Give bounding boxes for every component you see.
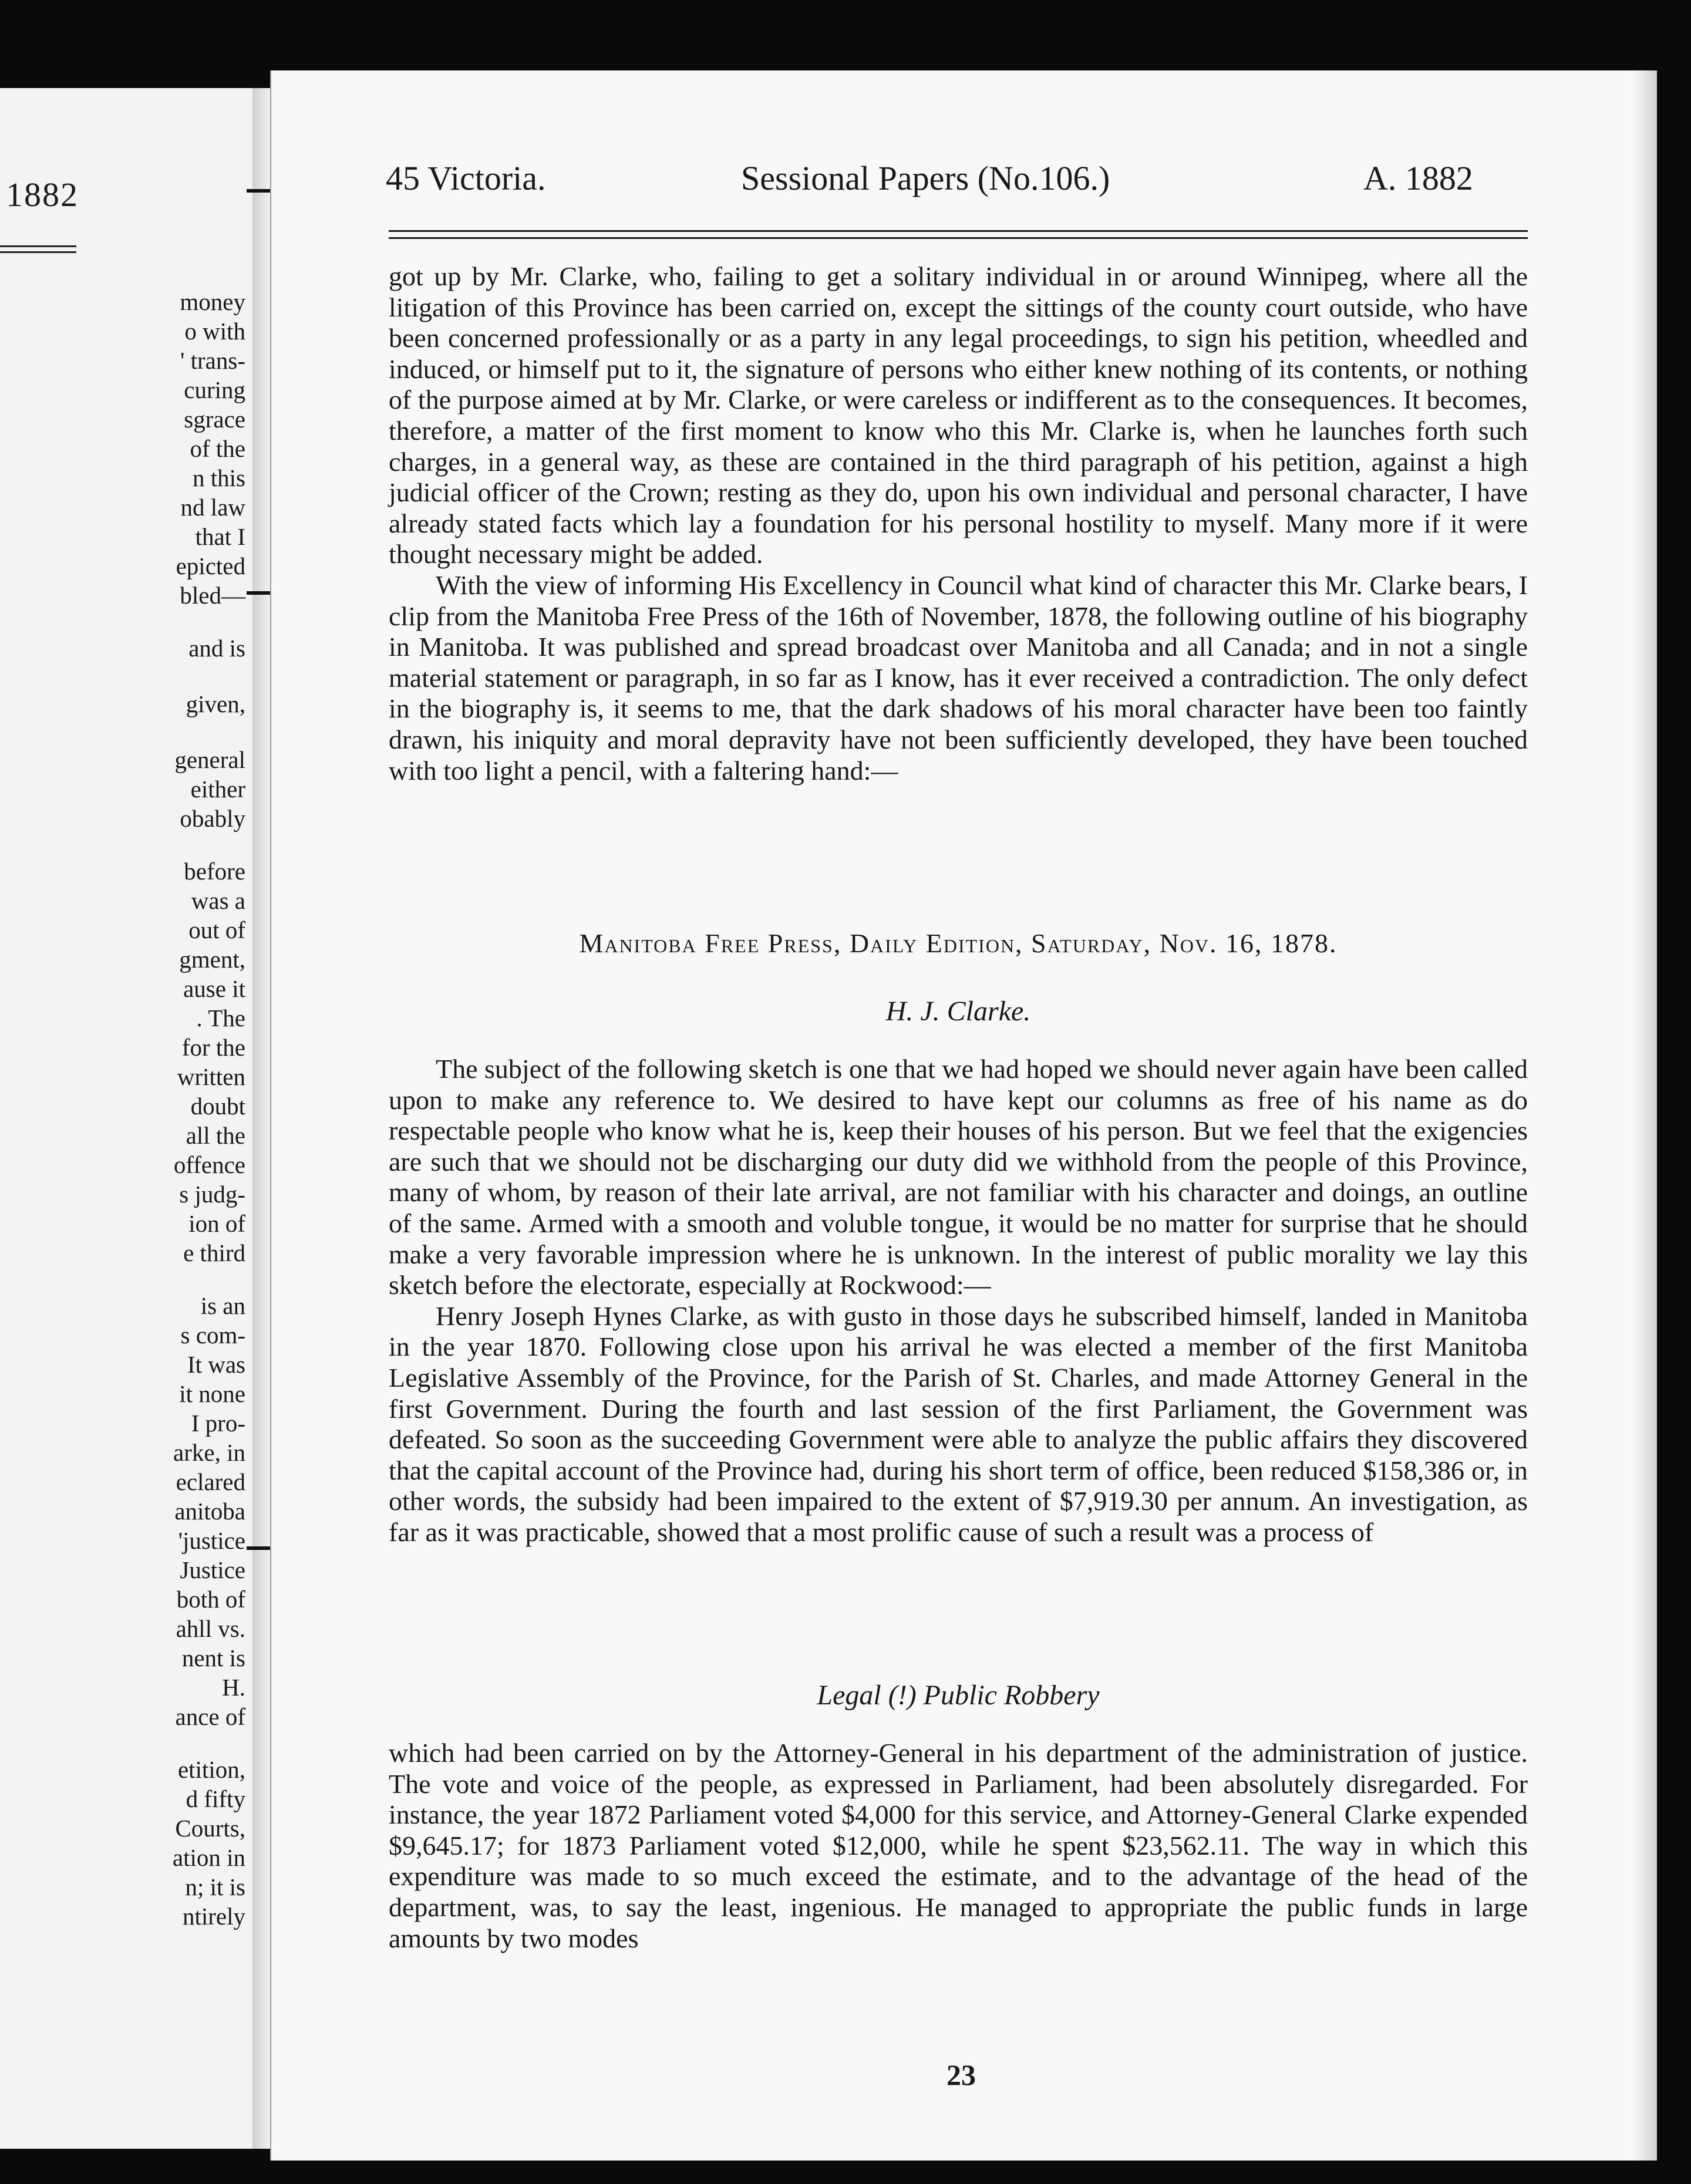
header-rule [389, 230, 1528, 232]
left-page-line: ' trans- [180, 347, 245, 374]
margin-tick-mark [247, 189, 270, 193]
left-page-rule [0, 245, 76, 247]
header-year: A. 1882 [1363, 159, 1473, 197]
left-page-line: arke, in [173, 1439, 245, 1466]
paragraph: With the view of informing His Excellency in Council what kind of character this Mr. Clarke bears, I clip from the Manitoba Free Press of the 16th of November, 1878, the following outline of his biography in Manitoba. It was published and spread broadcast over Manitoba and all Canada; and in not a single material statement or paragraph, in so far as I know, has it ever received a contradiction. The only defect in the biography is, it seems to me, that the dark shadows of his moral character have been too faintly drawn, his iniquity and moral depravity have not been sufficiently developed, they have been touched with too light a pencil, with a faltering hand:— [389, 569, 1528, 786]
left-page-line: etition, [177, 1756, 245, 1783]
left-page-line: written [177, 1063, 245, 1090]
left-page-line: curing [184, 376, 245, 403]
left-page-line: all the [186, 1122, 245, 1149]
page-edge-shadow [1633, 70, 1657, 2161]
subject-heading: H. J. Clarke. [885, 996, 1031, 1027]
left-page-fragment [0, 88, 254, 2149]
left-page-line: n; it is [185, 1873, 245, 1900]
left-page-line: that I [195, 523, 245, 550]
left-page-line: ation in [172, 1844, 245, 1871]
left-page-line: obably [180, 805, 245, 832]
left-page-line: ntirely [182, 1903, 245, 1930]
left-page-line: It was [187, 1351, 245, 1378]
left-page-line: s com- [180, 1322, 245, 1349]
left-page-line: and is [188, 635, 245, 662]
left-page-line: ahll vs. [176, 1615, 245, 1642]
left-page-line: either [190, 776, 245, 803]
left-page-line: gment, [179, 946, 245, 973]
article-text [389, 1054, 1528, 1548]
header-title: Sessional Papers (No.106.) [741, 159, 1110, 197]
left-page-line: d fifty [186, 1785, 245, 1812]
left-page-line: nd law [180, 494, 245, 521]
paragraph: The subject of the following sketch is one that we had hoped we should never again have been called upon to make any reference to. We desired to have kept our columns as free of his name as do respectable people who know what he is, keep their houses of his person. But we feel that the exigencies are such that we should not be discharging our duty did we withhold from the people of this Province, many of whom, by reason of their late arrival, are not familiar with his character and doings, an outline of the same. Armed with a smooth and voluble tongue, it would be no matter for surprise that he should make a very favorable impression where he is unknown. In the interest of public morality we lay this sketch before the electorate, especially at Rockwood:— [389, 1054, 1528, 1300]
article-text-continued [389, 1738, 1528, 1954]
left-page-line: epicted [176, 552, 245, 579]
left-page-line: I pro- [191, 1410, 245, 1437]
left-page-line: for the [181, 1034, 245, 1061]
left-page-rule [0, 251, 76, 253]
left-page-line: Courts, [175, 1815, 245, 1842]
left-page-line: ause it [183, 975, 245, 1002]
left-page-line: anitoba [174, 1498, 245, 1525]
left-page-line: Justice [180, 1556, 245, 1583]
book-gutter [252, 88, 270, 2149]
left-page-line: bled— [180, 582, 245, 609]
left-page-line: ion of [188, 1210, 245, 1237]
left-page-line: eclared [176, 1468, 245, 1495]
page-number: 23 [946, 2058, 976, 2091]
opening-text [389, 261, 1528, 786]
left-page-line: 'justice [178, 1527, 245, 1554]
paragraph: got up by Mr. Clarke, who, failing to get a solitary individual in or around Winnipeg, where all the litigation of this Province has been carried on, except the sittings of the county court outside, who have been concerned professionally or as a party in any legal proceedings, to sign his petition, wheedled and induced, or himself put to it, the signature of persons who either knew nothing of its contents, or nothing of the purpose aimed at by Mr. Clarke, or were careless or indifferent as to the consequences. It becomes, therefore, a matter of the first moment to know who this Mr. Clarke is, when he launches forth such charges, in a general way, as these are contained in the third paragraph of his petition, against a high judicial officer of the Crown; resting as they do, upon his own individual and personal character, I have already stated facts which lay a foundation for his personal hostility to myself. Many more if it were thought necessary might be added. [389, 261, 1528, 569]
left-page-line: o with [184, 318, 245, 345]
left-page-line: both of [176, 1586, 245, 1613]
left-page-line: nent is [181, 1644, 245, 1671]
left-page-line: out of [188, 916, 245, 943]
left-page-line: offence [173, 1151, 245, 1178]
left-page-line: sgrace [184, 406, 245, 433]
left-page-year: 1882 [6, 176, 79, 214]
left-page-line: before [184, 858, 245, 885]
header-rule [389, 237, 1528, 239]
left-page-line: of the [190, 435, 245, 462]
left-page-line: was a [191, 887, 245, 914]
left-page-line: general [174, 746, 245, 773]
margin-tick-mark [247, 591, 270, 595]
margin-tick-mark [247, 1546, 270, 1550]
left-page-line: doubt [190, 1093, 245, 1120]
paragraph: which had been carried on by the Attorney-General in his department of the administration of justice. The vote and voice of the people, as expressed in Parliament, had been absolutely disregarded. For instance, the year 1872 Parliament voted $4,000 for this service, and Attorney-General Clarke expended $9,645.17; for 1873 Parliament voted $12,000, while he spent $23,562.11. The way in which this expenditure was made to so much exceed the estimate, and to the advantage of the head of the department, was, to say the least, ingenious. He managed to appropriate the public funds in large amounts by two modes [389, 1738, 1528, 1953]
left-page-line: . The [196, 1005, 245, 1032]
section-heading: Legal (!) Public Robbery [817, 1680, 1100, 1711]
newspaper-heading: Manitoba Free Press, Daily Edition, Saturday, Nov. 16, 1878. [579, 928, 1338, 958]
left-page-line: money [180, 288, 245, 315]
header-volume: 45 Victoria. [386, 159, 546, 197]
left-page-line: it none [179, 1380, 245, 1407]
left-page-line: given, [186, 690, 245, 717]
right-page [270, 70, 1657, 2161]
paragraph: Henry Joseph Hynes Clarke, as with gusto in those days he subscribed himself, landed in Manitoba in the year 1870. Following close upon his arrival he was elected a member of the first Manitoba Legislative Assembly of the Province, for the Parish of St. Charles, and made Attorney General in the first Government. During the fourth and last session of the first Parliament, the Government was defeated. So soon as the succeeding Government were able to analyze the public affairs they discovered that the capital account of the Province had, during his short term of office, been reduced $158,386 or, in other words, the subsidy had been impaired to the extent of $7,919.30 per annum. An investigation, as far as it was practicable, showed that a most prolific cause of such a result was a process of [389, 1300, 1528, 1547]
left-page-line: ance of [175, 1703, 245, 1730]
left-page-line: is an [200, 1292, 245, 1319]
left-page-line: H. [222, 1674, 245, 1701]
left-page-line: n this [193, 464, 245, 491]
left-page-line: s judg- [179, 1181, 245, 1208]
left-page-line: e third [183, 1239, 245, 1266]
